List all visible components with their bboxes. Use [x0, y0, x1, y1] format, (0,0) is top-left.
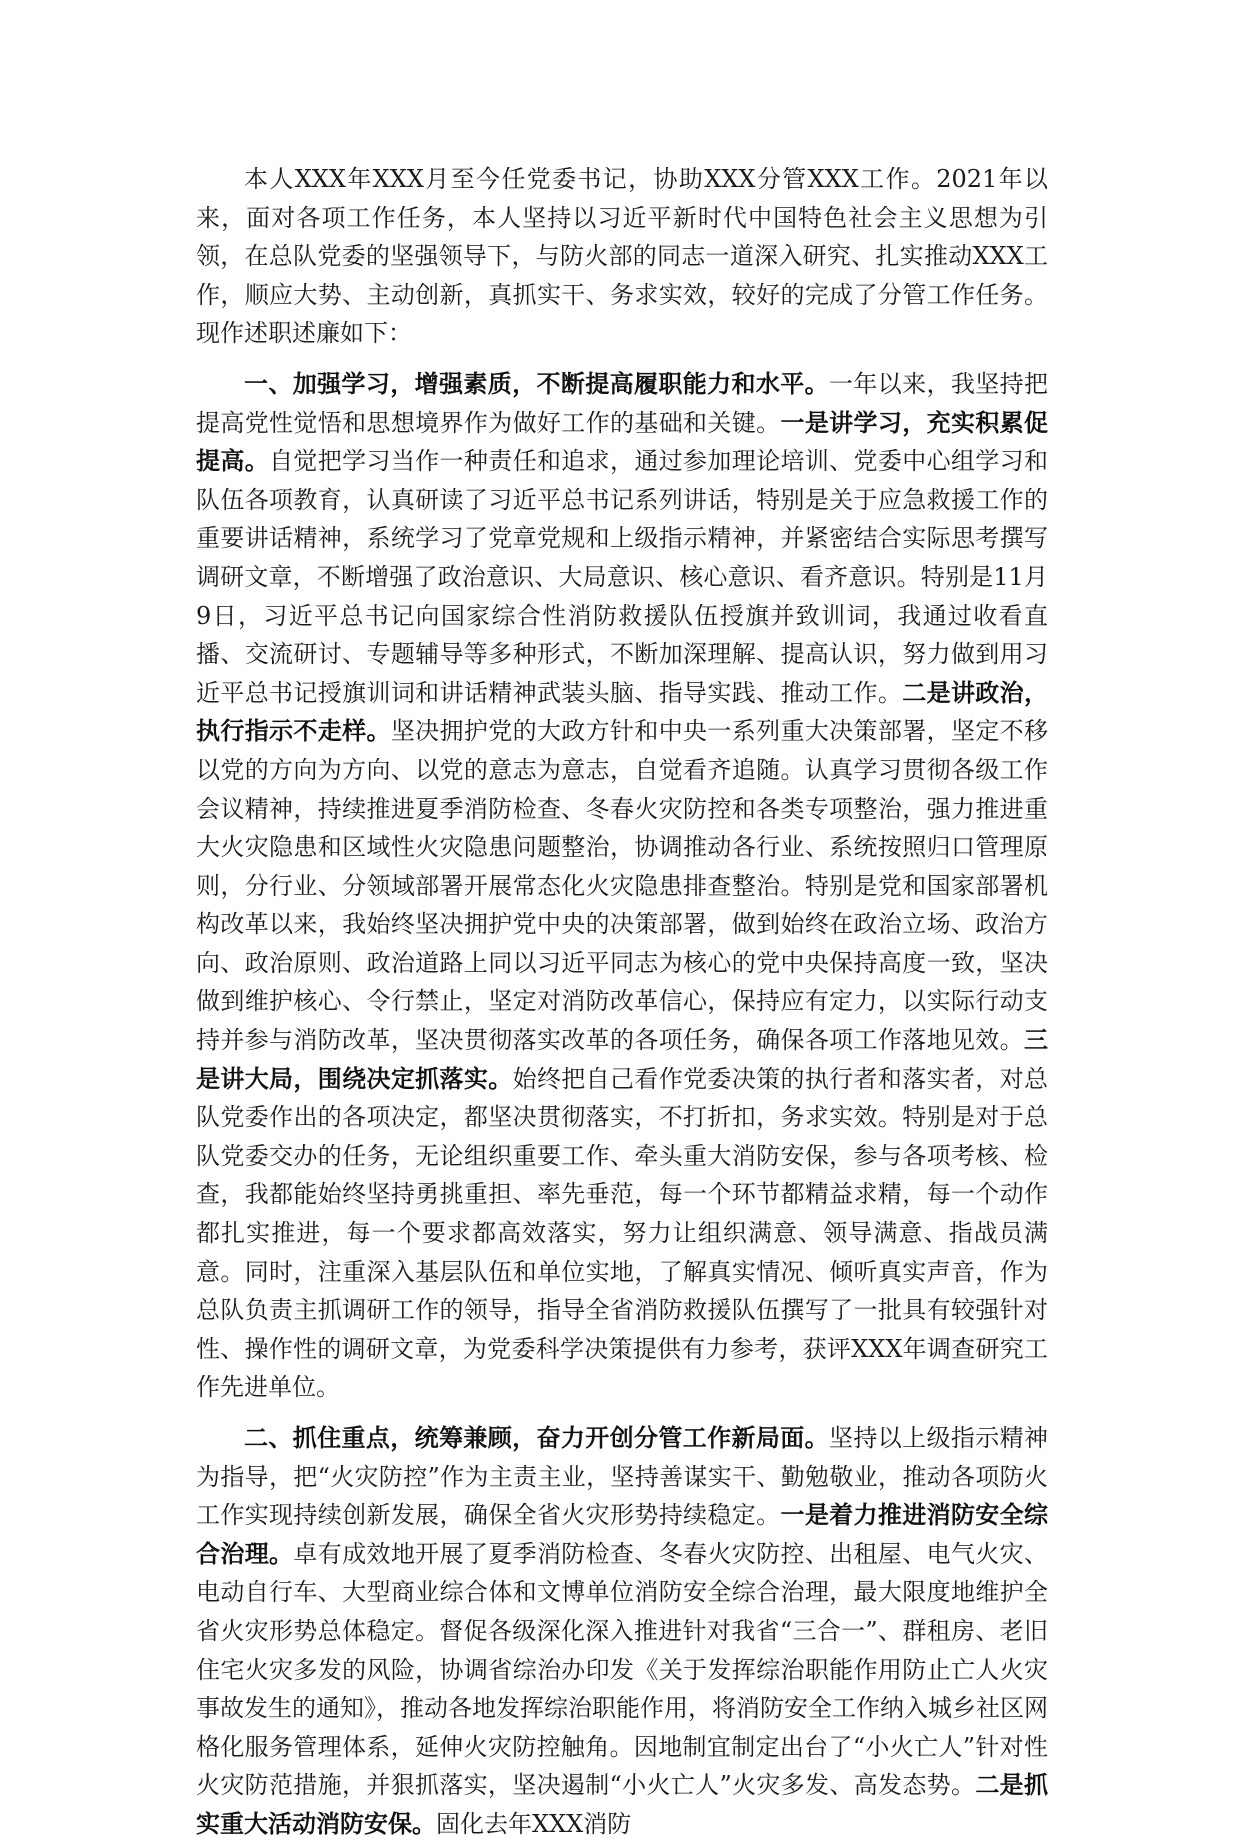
text-segment: 始终把自己看作党委决策的执行者和落实者，对总队党委作出的各项决定，都坚决贯彻落实，不打折扣，务求实效。特别是对于总队党委交办的任务，无论组织重要工作、牵头重大消防安保，参与各项考核、检查，我都能始终坚持勇挑重担、率先垂范，每一个环节都精益求精，每一个动作都扎实推进，每一个要求都高效落实，努力让组织满意、领导满意、指战员满意。同时，注重深入基层队伍和单位实地，了解真实情况、倾听真实声音，作为总队负责主抓调研工作的领导，指导全省消防救援队伍撰写了一批具有较强针对性、操作性的调研文章，为党委科学决策提供有力参考，获评XXX年调查研究工作先进单位。: [196, 1064, 1049, 1402]
text-segment: 一年以来，我坚持把提高党性觉悟和思想境界作为做好工作的基础和关键。: [196, 369, 1048, 437]
text-segment: 本人XXX年XXX月至今任党委书记，协助XXX分管XXX工作。2021年以来，面对各项工作任务，本人坚持以习近平新时代中国特色社会主义思想为引领，在总队党委的坚强领导下，与防火部的同志一道深入研究、扎实推动XXX工作，顺应大势、主动创新，真抓实干、务求实效，较好的完成了分管工作任务。现作述职述廉如下：: [196, 165, 1048, 348]
section-heading: 二、抓住重点，统筹兼顾，奋力开创分管工作新局面。: [244, 1423, 829, 1452]
text-segment: 自觉把学习当作一种责任和追求，通过参加理论培训、党委中心组学习和队伍各项教育，认真研读了习近平总书记系列讲话，特别是关于应急救援工作的重要讲话精神，系统学习了党章党规和上级指示精神，并紧密结合实际思考撰写调研文章，不断增强了政治意识、大局意识、核心意识、看齐意识。特别是11月9日，习近平总书记向国家综合性消防救援队伍授旗并致训词，我通过收看直播、交流研讨、专题辅导等多种形式，不断加深理解、提高认识，努力做到用习近平总书记授旗训词和讲话精神武装头脑、指导实践、推动工作。: [196, 447, 1049, 707]
text-segment: 坚决拥护党的大政方针和中央一系列重大决策部署，坚定不移以党的方向为方向、以党的意志为意志，自觉看齐追随。认真学习贯彻各级工作会议精神，持续推进夏季消防检查、冬春火灾防控和各类专项整治，强力推进重大火灾隐患和区域性火灾隐患问题整治，协调推动各行业、系统按照归口管理原则，分行业、分领域部署开展常态化火灾隐患排查整治。特别是党和国家部署机构改革以来，我始终坚决拥护党中央的决策部署，做到始终在政治立场、政治方向、政治原则、政治道路上同以习近平同志为核心的党中央保持高度一致，坚决做到维护核心、令行禁止，坚定对消防改革信心，保持应有定力，以实际行动支持并参与消防改革，坚决贯彻落实改革的各项任务，确保各项工作落地见效。: [196, 717, 1049, 1055]
subpoint-heading: 一是讲学习，充实积累促提高。: [196, 407, 1048, 476]
text-segment: 坚持以上级指示精神为指导，把“火灾防控”作为主责主业，坚持善谋实干、勤勉敬业，推动各项防火工作实现持续创新发展，确保全省火灾形势持续稳定。: [196, 1424, 1048, 1530]
paragraph-intro: [196, 160, 1048, 353]
text-segment: 卓有成效地开展了夏季消防检查、冬春火灾防控、出租屋、电气火灾、电动自行车、大型商业综合体和文博单位消防安全综合治理，最大限度地维护全省火灾形势总体稳定。督促各级深化深入推进针对我省“三合一”、群租房、老旧住宅火灾多发的风险，协调省综治办印发《关于发挥综治职能作用防止亡人火灾事故发生的通知》，推动各地发挥综治职能作用，将消防安全工作纳入城乡社区网格化服务管理体系，延伸火灾防控触角。因地制宜制定出台了“小火亡人”针对性火灾防范措施，并狠抓落实，坚决遏制“小火亡人”火灾多发、高发态势。: [196, 1539, 1049, 1800]
subpoint-heading: 二是讲政治，执行指示不走样。: [196, 677, 1048, 746]
paragraph-section-two: [196, 1419, 1048, 1844]
paragraph-section-one: [196, 365, 1048, 1407]
subpoint-heading: 一是着力推进消防安全综合治理。: [196, 1500, 1048, 1568]
subpoint-heading: 二是抓实重大活动消防安保。: [196, 1770, 1048, 1838]
section-heading: 一、加强学习，增强素质，不断提高履职能力和水平。: [244, 368, 829, 398]
subpoint-heading: 三是讲大局，围绕决定抓落实。: [196, 1025, 1048, 1093]
text-segment: 固化去年XXX消防: [436, 1809, 632, 1838]
document-body: [196, 160, 1048, 1844]
